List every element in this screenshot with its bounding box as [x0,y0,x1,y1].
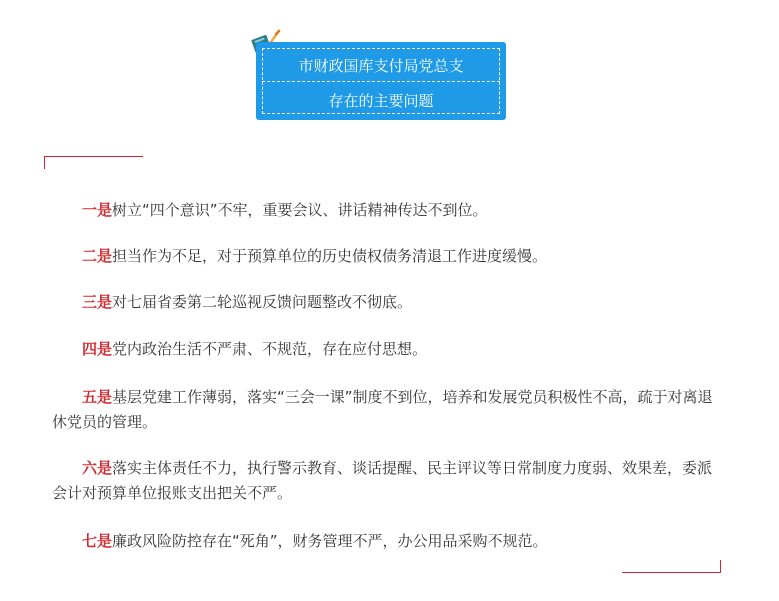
issue-lead: 七是 [82,532,113,550]
issue-lead: 六是 [82,459,113,477]
issue-item-6 [52,456,717,506]
issue-text: 树立“四个意识”不牢，重要会议、讲话精神传达不到位。 [112,201,488,219]
issue-item-2 [52,244,717,269]
issue-text: 基层党建工作薄弱，落实“三会一课”制度不到位，培养和发展党员积极性不高，疏于对离退休党员的管理。 [52,388,713,431]
issue-text: 党内政治生活不严肃、不规范，存在应付思想。 [112,340,428,358]
issue-item-5 [52,385,717,435]
title-box [256,42,506,120]
issue-item-4 [52,337,717,362]
issue-item-7 [52,529,717,554]
issue-text: 廉政风险防控存在“死角”，财务管理不严，办公用品采购不规范。 [112,532,548,550]
issue-text: 落实主体责任不力，执行警示教育、谈话提醒、民主评议等日常制度力度弱、效果差，委派会计对预算单位报账支出把关不严。 [52,459,713,502]
title-divider [262,81,500,82]
frame-corner-bottom-right [622,560,721,573]
issue-text: 担当作为不足，对于预算单位的历史债权债务清退工作进度缓慢。 [112,247,548,265]
issue-lead: 一是 [82,201,113,219]
title-line-1: 市财政国库支付局党总支 [298,57,464,75]
issue-lead: 四是 [82,340,113,358]
title-line-2: 存在的主要问题 [328,92,434,110]
issue-lead: 三是 [82,293,113,311]
issue-item-3 [52,290,717,315]
issue-lead: 五是 [82,388,113,406]
issue-item-1 [52,198,717,223]
issue-lead: 二是 [82,247,113,265]
issue-text: 对七届省委第二轮巡视反馈问题整改不彻底。 [112,293,413,311]
frame-corner-top-left [44,156,143,169]
